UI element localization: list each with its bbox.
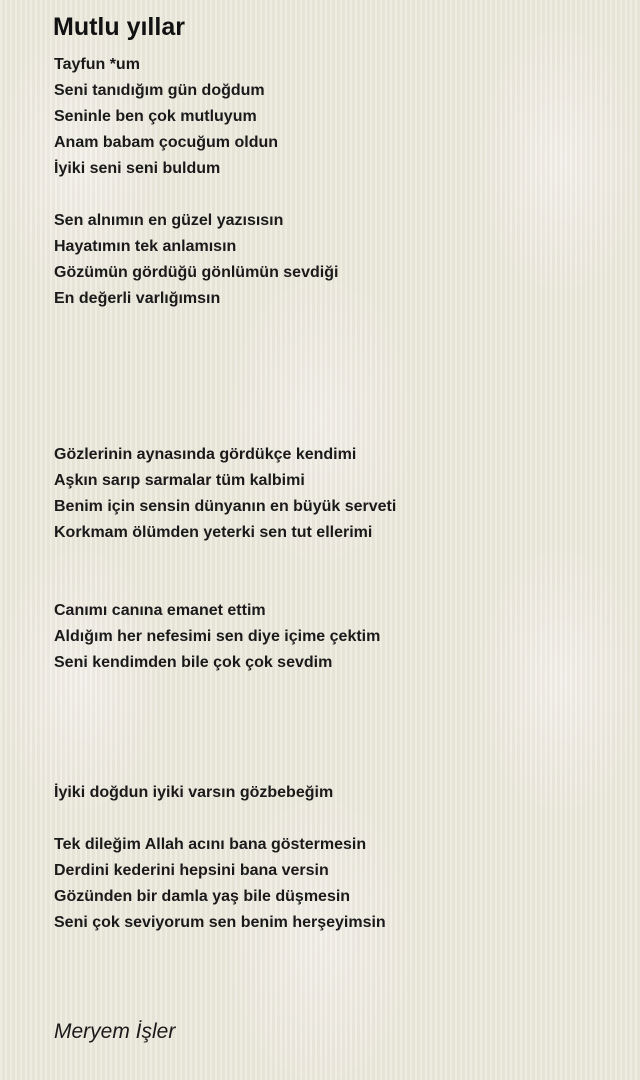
poem-line: Aldığım her nefesimi sen diye içime çektim xyxy=(54,628,381,645)
stanza-break xyxy=(54,338,614,364)
poem-line: Benim için sensin dünyanın en büyük serveti xyxy=(54,498,397,515)
stanza-break xyxy=(54,702,614,728)
poem-line: Sen alnımın en güzel yazısısın xyxy=(54,212,284,229)
poem-line: Gözünden bir damla yaş bile düşmesin xyxy=(54,888,351,905)
poem-line: Canımı canına emanet ettim xyxy=(54,602,266,619)
stanza-break xyxy=(54,754,614,780)
stanza-break xyxy=(54,546,614,572)
stanza-break xyxy=(54,312,614,338)
stanza-break xyxy=(54,364,614,390)
poem-line: Tayfun *um xyxy=(54,56,140,73)
stanza-break xyxy=(54,806,614,832)
poem-line: Seni çok seviyorum sen benim herşeyimsin xyxy=(54,914,386,931)
stanza-break xyxy=(54,390,614,416)
stanza-break xyxy=(54,182,614,208)
poem-line: Korkmam ölümden yeterki sen tut ellerimi xyxy=(54,524,373,541)
poem-line: Seninle ben çok mutluyum xyxy=(54,108,257,125)
poem-line: Gözlerinin aynasında gördükçe kendimi xyxy=(54,446,357,463)
stanza-break xyxy=(54,676,614,702)
poem-line: İyiki doğdun iyiki varsın gözbebeğim xyxy=(54,784,334,801)
poem-line: En değerli varlığımsın xyxy=(54,290,221,307)
poem-line: Anam babam çocuğum oldun xyxy=(54,134,279,151)
poem-line: İyiki seni seni buldum xyxy=(54,160,221,177)
poem-line: Tek dileğim Allah acını bana göstermesin xyxy=(54,836,367,853)
stanza-break xyxy=(54,572,614,598)
stanza-break xyxy=(54,728,614,754)
poem-body xyxy=(54,52,614,936)
poem-line: Hayatımın tek anlamısın xyxy=(54,238,237,255)
poem-line: Gözümün gördüğü gönlümün sevdiği xyxy=(54,264,339,281)
poem-line: Derdini kederini hepsini bana versin xyxy=(54,862,329,879)
poem-author: Meryem İşler xyxy=(54,1020,176,1043)
poem-line: Seni tanıdığım gün doğdum xyxy=(54,82,265,99)
stanza-break xyxy=(54,416,614,442)
poem-line: Aşkın sarıp sarmalar tüm kalbimi xyxy=(54,472,305,489)
poem-line: Seni kendimden bile çok çok sevdim xyxy=(54,654,333,671)
poem-title: Mutlu yıllar xyxy=(53,13,185,41)
